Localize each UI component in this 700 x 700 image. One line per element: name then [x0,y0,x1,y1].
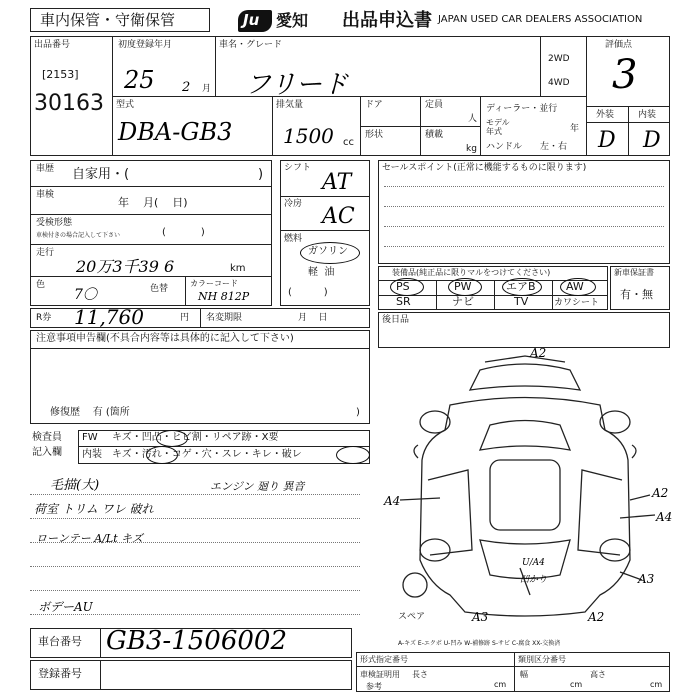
length-unit: cm [494,680,507,689]
title-change-value: 月 日 [298,313,328,323]
repair-close: ) [356,407,360,418]
exterior-grade: D [598,128,616,153]
mileage-value: 20万3千39 6 [76,257,175,276]
color-label: 色 [36,280,46,290]
handle-options: 左・右 [540,142,568,152]
handle-label: ハンドル [486,142,523,152]
color-value: 7〇 [74,287,97,303]
drive-4wd: 4WD [548,78,570,88]
interior-soil-circle [146,446,178,464]
sales-point-label: セールスポイント(正常に機能するものに限ります) [382,163,587,173]
first-reg-label: 初度登録年月 [118,40,173,50]
history-close: ) [258,167,264,182]
recycle-unit: 円 [180,313,190,323]
warranty-value: 有・無 [620,288,653,301]
displacement-unit: cc [343,137,354,148]
fw-label: FW [82,432,98,443]
fuel-gasoline: ガソリン [308,246,348,257]
shift-value: AT [322,170,352,195]
reg-label: 登録番号 [38,667,82,680]
inspection-value: 年 月( 日) [118,196,188,209]
damage-mark-a2-right: A2 [652,486,669,500]
fuel-paren: ( ) [288,287,328,298]
equip-sr: SR [396,295,411,308]
repair-label: 修復歴 有 (箇所 [50,407,130,418]
record-label: 記入欄 [32,447,62,458]
damage-legend: A-キズ E-エクボ U-凹み W-補修跡 S-サビ C-腐食 XX-交換済 [398,640,561,647]
equip-navi: ナビ [452,295,474,308]
reg-month: 2 [182,80,191,95]
interior-check-label: 内装 [82,449,102,460]
inspection-label: 車検 [36,190,55,200]
car-damage-diagram [380,350,673,630]
lot-number: 30163 [34,91,104,116]
color-code: NH 812P [198,290,250,303]
load-unit: kg [466,144,477,154]
exterior-label: 外装 [596,110,615,120]
damage-mark-a2-front: A2 [530,346,547,360]
history-value: 自家用・( [72,167,130,182]
model-name: フリード [245,70,348,100]
category-label: 類別区分番号 [518,655,566,664]
equip-aw: AW [566,280,584,293]
exterior-dent-circle [156,430,188,447]
association-name: JAPAN USED CAR DEALERS ASSOCIATION [438,14,643,25]
equip-leather: カワシート [554,298,600,308]
color-swap-label: 色替 [150,284,169,294]
inspector-note-1: 毛描(大) [50,478,100,493]
equip-pw-circle [448,278,482,296]
storage-label: 車内保管・守衛保管 [40,11,176,29]
form-title: 出品申込書 [342,10,432,31]
type-value: DBA-GB3 [118,118,233,146]
equipment-label: 装備品(純正品に限りマルをつけてください) [392,268,551,277]
model-year-label2: 年式 [486,127,502,136]
ju-logo-text: Ju [243,11,260,29]
title-change-label: 名変期限 [206,313,243,323]
inspector-note-2: 荷室 トリム ワレ 破れ [34,502,154,516]
later-goods-label: 後日品 [382,315,410,325]
damage-mark-a4-left: A4 [384,494,401,508]
capacity-unit: 人 [468,114,478,124]
damage-mark-a3-right: A3 [638,572,655,586]
format-cert-label: 形式指定番号 [360,655,408,664]
reg-year: 25 [124,66,155,94]
drive-2wd: 2WD [548,54,570,64]
month-unit: 月 [202,84,212,94]
chassis-label: 車台番号 [38,635,82,648]
diagram-center-note-1: U/A4 [522,558,545,568]
equip-airbag: エアB [506,280,536,293]
equip-aw-circle [560,278,596,296]
damage-mark-a3-rear: A3 [472,610,489,624]
type-label: 型式 [116,100,135,110]
color-code-label: カラーコード [190,279,238,288]
length-label: 長さ [412,670,428,679]
equip-pw: PW [454,280,472,293]
damage-mark-a2-rear: A2 [588,610,605,624]
fuel-label: 燃料 [284,234,303,244]
width-unit: cm [570,680,583,689]
logo-region: 愛知 [276,11,309,30]
load-label: 積載 [425,130,444,140]
later-goods-frame [378,312,670,348]
accept-label: 受検形態 [36,218,73,228]
shape-label: 形状 [365,130,384,140]
displacement-value: 1500 [283,124,334,148]
dealer-label: ディーラー・並行 [486,104,558,114]
chassis-value: GB3-1506002 [106,626,287,656]
accept-paren: ( ) [162,227,205,238]
lot-bracket: [2153] [42,68,79,81]
recycle-value: 11,760 [74,305,144,329]
year-unit: 年 [570,124,580,134]
inspector-note-5: ボデーAU [38,600,93,614]
warranty-label: 新車保証書 [614,268,654,277]
model-year-label: モデル [486,118,510,127]
shift-label: シフト [284,163,312,173]
cooling-value: AC [322,204,355,229]
cert-label: 車検証明用 [360,670,400,679]
inspector-note-4: ローンテー A/Lt キズ [36,532,143,545]
damage-mark-a4-right: A4 [656,510,673,524]
history-label: 車歴 [36,164,55,174]
door-label: ドア [365,100,383,110]
interior-label: 内装 [638,110,657,120]
exterior-check-items: キズ・凹凸・ヒビ割・リペア跡・X要 [112,432,279,443]
height-label: 高さ [590,670,606,679]
interior-check-items: キズ・汚れ・コゲ・穴・スレ・キレ・破レ [112,449,302,460]
interior-tear-circle [336,446,370,464]
inspector-label: 検査員 [32,432,62,443]
recycle-label: R券 [36,313,52,323]
mileage-label: 走行 [36,248,55,258]
displacement-label: 排気量 [276,100,304,110]
width-label: 幅 [520,670,528,679]
model-label: 車名・グレード [219,40,283,50]
equip-airbag-circle [502,278,542,296]
height-unit: cm [650,680,663,689]
mileage-unit: km [230,263,246,274]
diagram-center-note-2: 凹かり [520,575,548,585]
capacity-label: 定員 [425,100,444,110]
notes-label: 注意事項申告欄(不具合内容等は具体的に記入して下さい) [36,333,294,344]
equip-ps-circle [390,278,424,296]
lot-label: 出品番号 [34,40,71,50]
equip-tv: TV [514,295,529,308]
score-label: 評価点 [605,40,633,50]
fuel-diesel: 軽 油 [308,267,335,278]
equip-ps: PS [396,280,410,293]
inspector-note-3: エンジン 廻り 異音 [210,480,305,493]
ref-label: 参考 [366,682,382,691]
interior-grade: D [643,128,661,153]
score-value: 3 [612,52,638,98]
cooling-label: 冷房 [284,199,303,209]
spare-label: スペア [398,612,426,622]
sales-point-frame [378,160,670,264]
accept-note: 車検付きの場合記入して下さい [36,232,121,239]
